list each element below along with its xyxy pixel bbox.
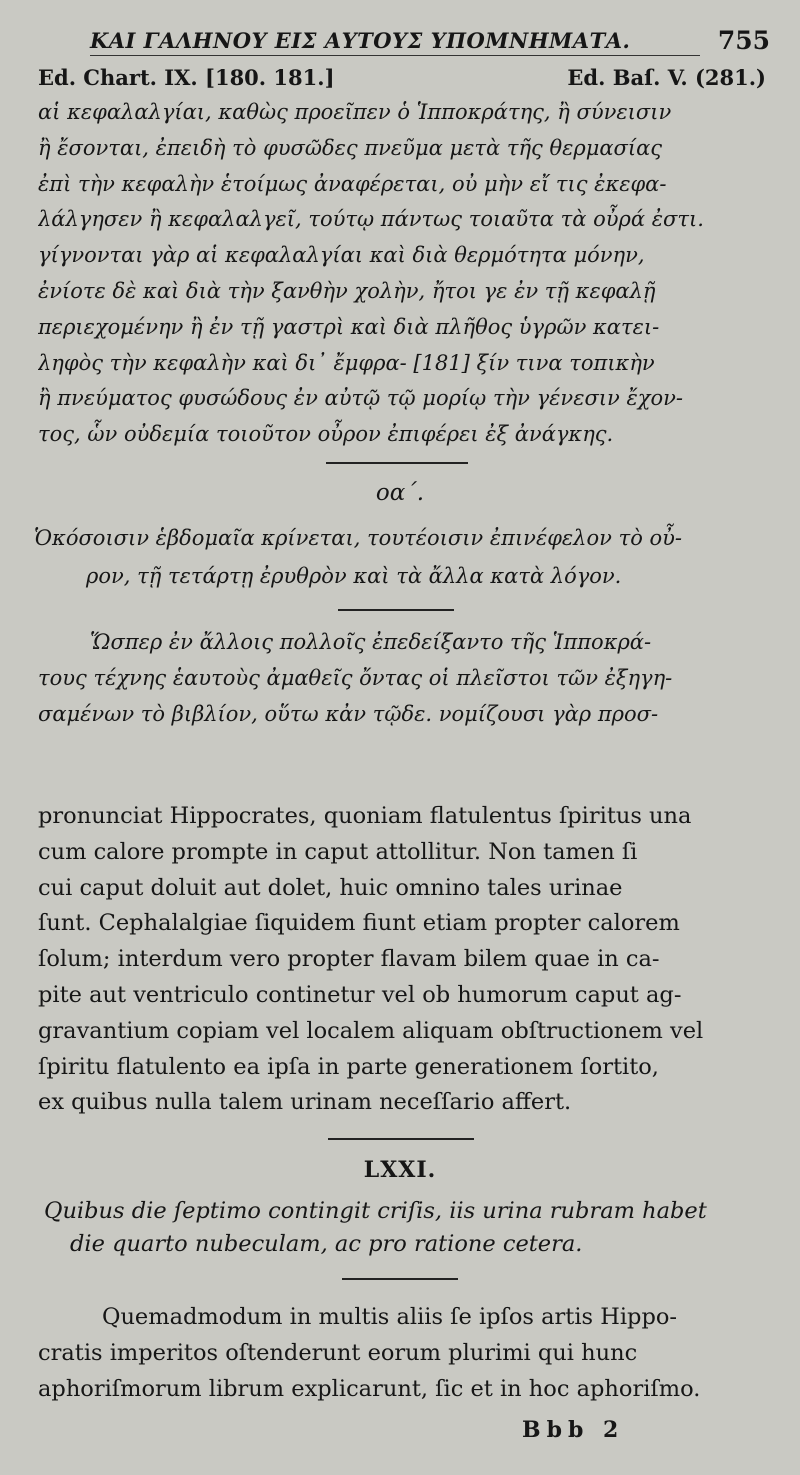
text-line: λάλγησεν ἢ κεφαλαλγεῖ, τούτῳ πάντως τοιαῦτα τὰ οὖρά ἐστι.	[38, 207, 704, 232]
latin-aphorism	[44, 1195, 766, 1261]
text-line: αἱ κεφαλαλγίαι, καθὼς προεῖπεν ὁ Ἱπποκράτης, ἢ σύνεισιν	[38, 100, 672, 124]
text-line: cum calore prompte in caput attollitur. Non tamen ſi	[38, 838, 638, 865]
text-line: cratis imperitos oſtenderunt eorum plurimi qui hunc	[38, 1339, 638, 1366]
running-title: ΚΑΙ ΓΑΛΗΝΟΥ ΕΙΣ ΑΥΤΟΥΣ ΥΠΟΜΝΗΜΑΤΑ.	[90, 28, 631, 53]
page-number: 755	[717, 26, 770, 55]
text-line: ſpiritu flatulento ea ipſa in parte generationem ſortito,	[38, 1053, 659, 1080]
latin-aphorism-number: LXXI.	[363, 1157, 437, 1183]
section-divider	[328, 1138, 474, 1140]
text-line: die quarto nubeculam, ac pro ratione cetera.	[70, 1231, 583, 1257]
edition-reference	[38, 65, 766, 95]
edition-chartier: Ed. Chart. IX. [180. 181.]	[38, 65, 335, 90]
page-header	[36, 28, 776, 58]
text-line: σαμένων τὸ βιβλίον, οὕτω κἀν τῷδε. νομίζουσι γὰρ προσ-	[38, 701, 659, 726]
text-line: gravantium copiam vel localem aliquam obſtructionem vel	[38, 1017, 704, 1044]
text-line: ρον, τῇ τετάρτῃ ἐρυθρὸν καὶ τὰ ἄλλα κατὰ λόγον.	[86, 564, 622, 588]
text-line: ſolum; interdum vero propter flavam bilem quae in ca-	[38, 946, 660, 973]
text-line: Quibus die ſeptimo contingit criſis, iis urina rubram habet	[44, 1198, 707, 1224]
section-divider	[342, 1278, 458, 1280]
section-divider	[326, 462, 468, 464]
text-line: aphoriſmorum librum explicarunt, ſic et in hoc aphoriſmo.	[38, 1375, 701, 1402]
text-line: Ὥσπερ ἐν ἄλλοις πολλοῖς ἐπεδείξαντο τῆς Ἱπποκρά-	[90, 630, 652, 654]
text-line: pite aut ventriculo continetur vel ob humorum caput ag-	[38, 981, 682, 1008]
greek-aphorism	[34, 519, 764, 595]
section-divider	[338, 609, 454, 611]
edition-basel: Ed. Baſ. V. (281.)	[567, 65, 766, 90]
greek-aphorism-number: οα΄.	[375, 480, 425, 506]
signature-mark: Bbb 2	[522, 1417, 625, 1443]
text-line: ἢ ἔσονται, ἐπειδὴ τὸ φυσῶδες πνεῦμα μετὰ τῆς θερμασίας	[38, 135, 663, 160]
text-line: pronunciat Hippocrates, quoniam flatulentus ſpiritus una	[38, 803, 692, 829]
latin-commentary-continued	[38, 1300, 764, 1407]
text-line: τος, ὧν οὐδεμία τοιοῦτον οὖρον ἐπιφέρει ἐξ ἀνάγκης.	[38, 422, 614, 447]
greek-commentary	[38, 95, 764, 453]
latin-commentary	[38, 799, 764, 1121]
text-line: ἐπὶ τὴν κεφαλὴν ἑτοίμως ἀναφέρεται, οὐ μὴν εἴ τις ἐκεφα-	[38, 171, 667, 196]
text-line: τους τέχνης ἑαυτοὺς ἀμαθεῖς ὄντας οἱ πλεῖστοι τῶν ἐξηγη-	[38, 665, 673, 690]
text-line: ἢ πνεύματος φυσώδους ἐν αὐτῷ τῷ μορίῳ τὴν γένεσιν ἔχον-	[38, 386, 683, 411]
text-line: ex quibus nulla talem urinam neceſſario affert.	[38, 1089, 572, 1116]
text-line: γίγνονται γὰρ αἱ κεφαλαλγίαι καὶ διὰ θερμότητα μόνην,	[38, 243, 645, 268]
text-line: ſunt. Cephalalgiae ſiquidem fiunt etiam propter calorem	[38, 910, 680, 937]
text-line: Ὁκόσοισιν ἑβδομαῖα κρίνεται, τουτέοισιν ἐπινέφελον τὸ οὖ-	[34, 526, 683, 550]
text-line: περιεχομένην ἢ ἐν τῇ γαστρὶ καὶ διὰ πλῆθος ὑγρῶν κατει-	[38, 314, 660, 339]
text-line: Quemadmodum in multis aliis ſe ipſos artis Hippo-	[102, 1304, 678, 1330]
text-line: ἐνίοτε δὲ καὶ διὰ τὴν ξανθὴν χολὴν, ἤτοι γε ἐν τῇ κεφαλῇ	[38, 278, 656, 303]
text-line: cui caput doluit aut dolet, huic omnino tales urinae	[38, 874, 623, 901]
title-underline	[90, 55, 700, 56]
text-line: ληφὸς τὴν κεφαλὴν καὶ δι᾽ ἔμφρα- [181] ξίν τινα τοπικὴν	[38, 350, 655, 375]
greek-commentary-continued	[38, 625, 764, 732]
